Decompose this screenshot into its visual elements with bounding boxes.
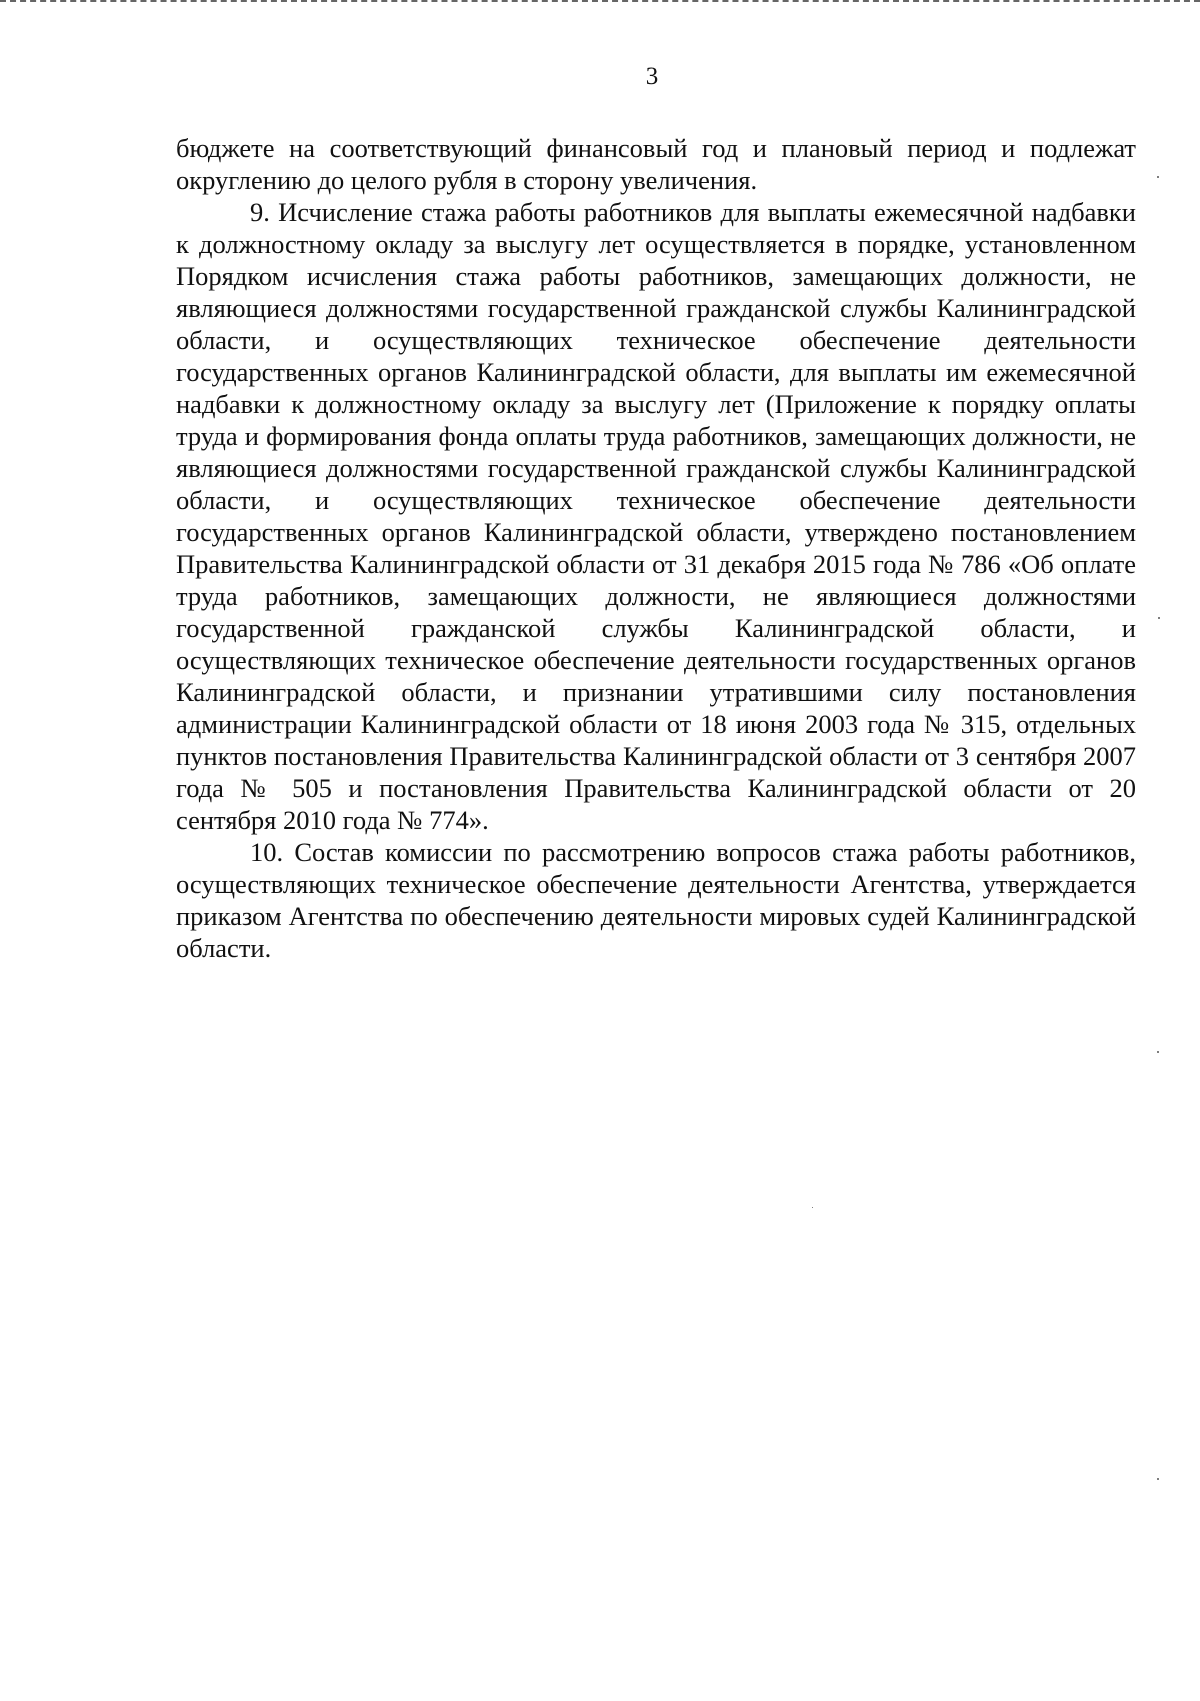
scan-speck: [1157, 1051, 1159, 1053]
document-body: [176, 132, 1136, 964]
scan-speck: [1157, 176, 1159, 178]
scan-speck: [812, 1207, 813, 1208]
paragraph-item-9: 9. Исчисление стажа работы работников для выплаты ежемесячной надбавки к должностному окладу за выслугу лет осуществляется в порядке, установленном Порядком исчисления стажа работы работников, замещающих должности, не являющиеся должностями государственной гражданской службы Калининградской области, и осуществляющих техническое обеспечение деятельности государственных органов Калининградской области, для выплаты им ежемесячной надбавки к должностному окладу за выслугу лет (Приложение к порядку оплаты труда и формирования фонда оплаты труда работников, замещающих должности, не являющиеся должностями государственной гражданской службы Калининградской области, и осуществляющих техническое обеспечение деятельности государственных органов Калининградской области, утверждено постановлением Правительства Калининградской области от 31 декабря 2015 года № 786 «Об оплате труда работников, замещающих должности, не являющиеся должностями государственной гражданской службы Калининградской области, и осуществляющих техническое обеспечение деятельности государственных органов Калининградской области, и признании утратившими силу постановления администрации Калининградской области от 18 июня 2003 года № 315, отдельных пунктов постановления Правительства Калининградской области от 3 сентября 2007 года № 505 и постановления Правительства Калининградской области от 20 сентября 2010 года № 774».: [176, 197, 1136, 835]
page-number: 3: [645, 63, 659, 90]
paragraph-continuation: бюджете на соответствующий финансовый год и плановый период и подлежат округлению до целого рубля в сторону увеличения.: [176, 133, 1136, 195]
scan-speck: [1158, 617, 1160, 619]
paragraph-item-10: 10. Состав комиссии по рассмотрению вопросов стажа работы работников, осуществляющих техническое обеспечение деятельности Агентства, утверждается приказом Агентства по обеспечению деятельности мировых судей Калининградской области.: [176, 837, 1136, 963]
scan-speck: [1157, 1478, 1159, 1480]
scan-edge-line: [0, 0, 1200, 5]
